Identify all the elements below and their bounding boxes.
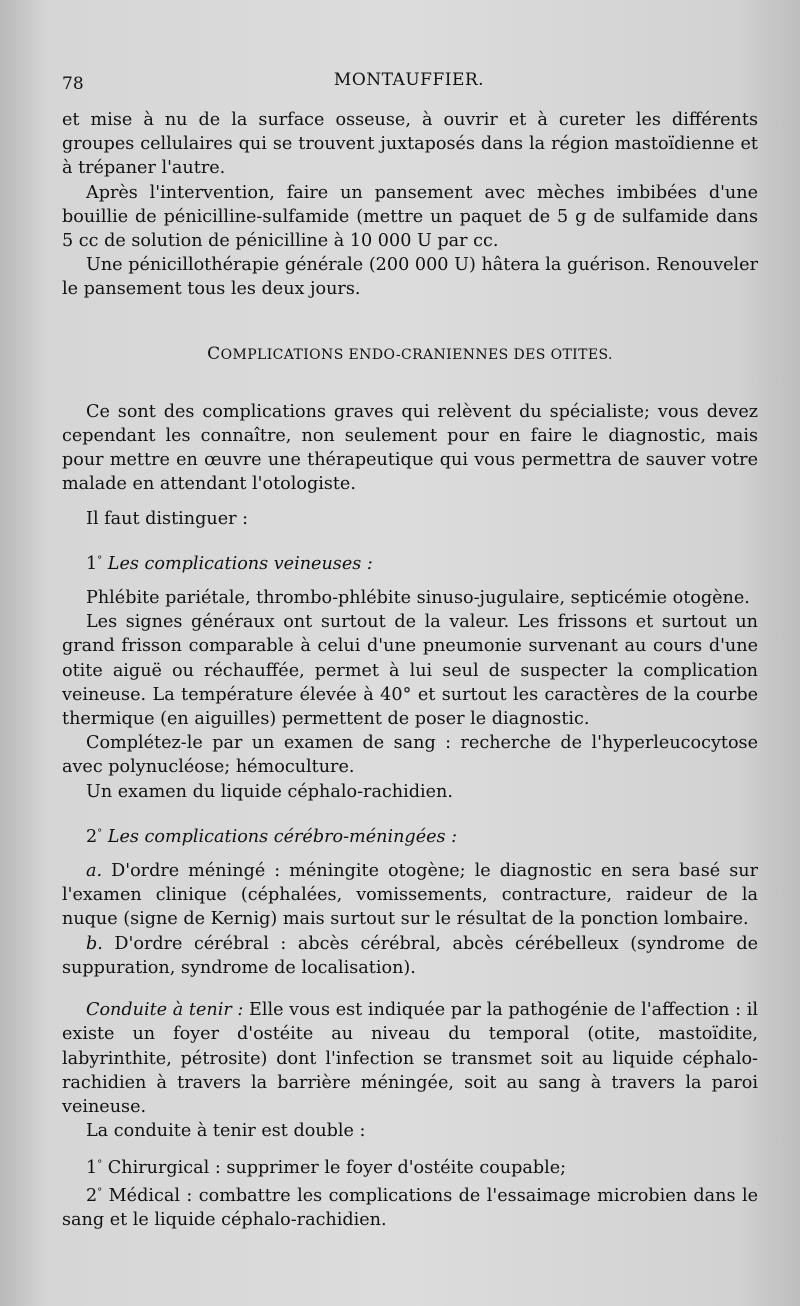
item-label: a. — [86, 861, 103, 882]
list-item-medical: 2° Médical : combattre les complications de l'essaimage microbien dans le sang et le liquide céphalo-rachidien. — [62, 1185, 758, 1230]
paragraph-distinguish: Il faut distinguer : — [86, 508, 249, 529]
section-heading-rest: OMPLICATIONS ENDO-CRANIENNES DES OTITES. — [220, 346, 613, 363]
subheading-meningees: 2° Les complications cérébro-méningées : — [86, 826, 458, 847]
paragraph-veineuses-3: Complétez-le par un examen de sang : recherche de l'hyperleucocytose avec polynucléose; hémoculture. — [62, 733, 758, 778]
item-text: D'ordre cérébral : abcès cérébral, abcès cérébelleux (syndrome de suppuration, syndrome de localisation). — [62, 933, 759, 978]
paragraph-intro: Ce sont des complications graves qui relèvent du spécialiste; vous devez cependant les connaître, non seulement pour en faire le diagnostic, mais pour mettre en œuvre une thérapeutique qui vous permettra de sauver votre malade en attendant l'otologiste. — [62, 401, 758, 495]
paragraph-meningees-b — [62, 932, 758, 980]
item-text: Chirurgical : supprimer le foyer d'ostéite coupable; — [107, 1158, 567, 1179]
item-number: 1 — [86, 1158, 98, 1179]
section-heading — [62, 342, 758, 367]
paragraph-conduite — [62, 998, 758, 1119]
subheading-title: Les complications cérébro-méningées : — [107, 826, 458, 847]
paragraph-conduite-double: La conduite à tenir est double : — [86, 1121, 366, 1142]
item-number: 2 — [86, 1185, 98, 1206]
section-heading-initial: C — [207, 343, 221, 364]
item-label: b. — [86, 933, 103, 954]
page-number: 78 — [62, 74, 84, 94]
item-text: D'ordre méningé : méningite otogène; le diagnostic en sera basé sur l'examen clinique (céphalées, vomissements, contracture, raideur de la nuque (signe de Kernig) mais surtout sur le résultat de la ponction lombaire. — [62, 861, 758, 930]
conduite-text: Elle vous est indiquée par la pathogénie de l'affection : il existe un foyer d'ostéite au niveau du temporal (otite, mastoïdite, labyrinthite, pétrosite) dont l'infection se transmet soit au liquide céphalo-rachidien à travers la barrière méningée, soit au sang à travers la paroi veineuse. — [62, 1000, 758, 1117]
paragraph-after-intervention: Après l'intervention, faire un pansement avec mèches imbibées d'une bouillie de pénicilline-sulfamide (mettre un paquet de 5 g de sulfamide dans 5 cc de solution de pénicilline à 10 000 U par cc. — [62, 182, 758, 252]
paragraph-veineuses-4: Un examen du liquide céphalo-rachidien. — [86, 781, 453, 802]
page-body — [62, 108, 758, 1232]
subheading-veineuses: 1° Les complications veineuses : — [86, 553, 373, 574]
paragraph-meningees-a — [62, 859, 758, 932]
paragraph-veineuses-1: Phlébite pariétale, thrombo-phlébite sinuso-jugulaire, septicémie otogène. — [86, 588, 750, 609]
subheading-number: 2 — [86, 826, 98, 847]
conduite-label: Conduite à tenir : — [86, 1000, 244, 1021]
running-title: MONTAUFFIER. — [333, 70, 485, 90]
subheading-number: 1 — [86, 553, 98, 574]
subheading-title: Les complications veineuses : — [107, 553, 373, 574]
paragraph-penicillotherapy: Une pénicillothérapie générale (200 000 U) hâtera la guérison. Renouveler le pansement tous les deux jours. — [62, 255, 758, 300]
paragraph-veineuses-2: Les signes généraux ont surtout de la valeur. Les frissons et surtout un grand frisson comparable à celui d'une pneumonie survenant au cours d'une otite aiguë ou réchauffée, permet à lui seul de suspecter la complication veineuse. La température élevée à 40° et surtout les caractères de la courbe thermique (en aiguilles) permettent de poser le diagnostic. — [62, 612, 758, 730]
page-header — [62, 66, 756, 96]
list-item-chirurgical: 1° Chirurgical : supprimer le foyer d'ostéite coupable; — [86, 1158, 567, 1179]
paragraph-continued: et mise à nu de la surface osseuse, à ouvrir et à cureter les différents groupes cellulaires qui se trouvent juxtaposés dans la région mastoïdienne et à trépaner l'autre. — [62, 110, 758, 179]
item-text: Médical : combattre les complications de l'essaimage microbien dans le sang et le liquide céphalo-rachidien. — [62, 1185, 758, 1230]
